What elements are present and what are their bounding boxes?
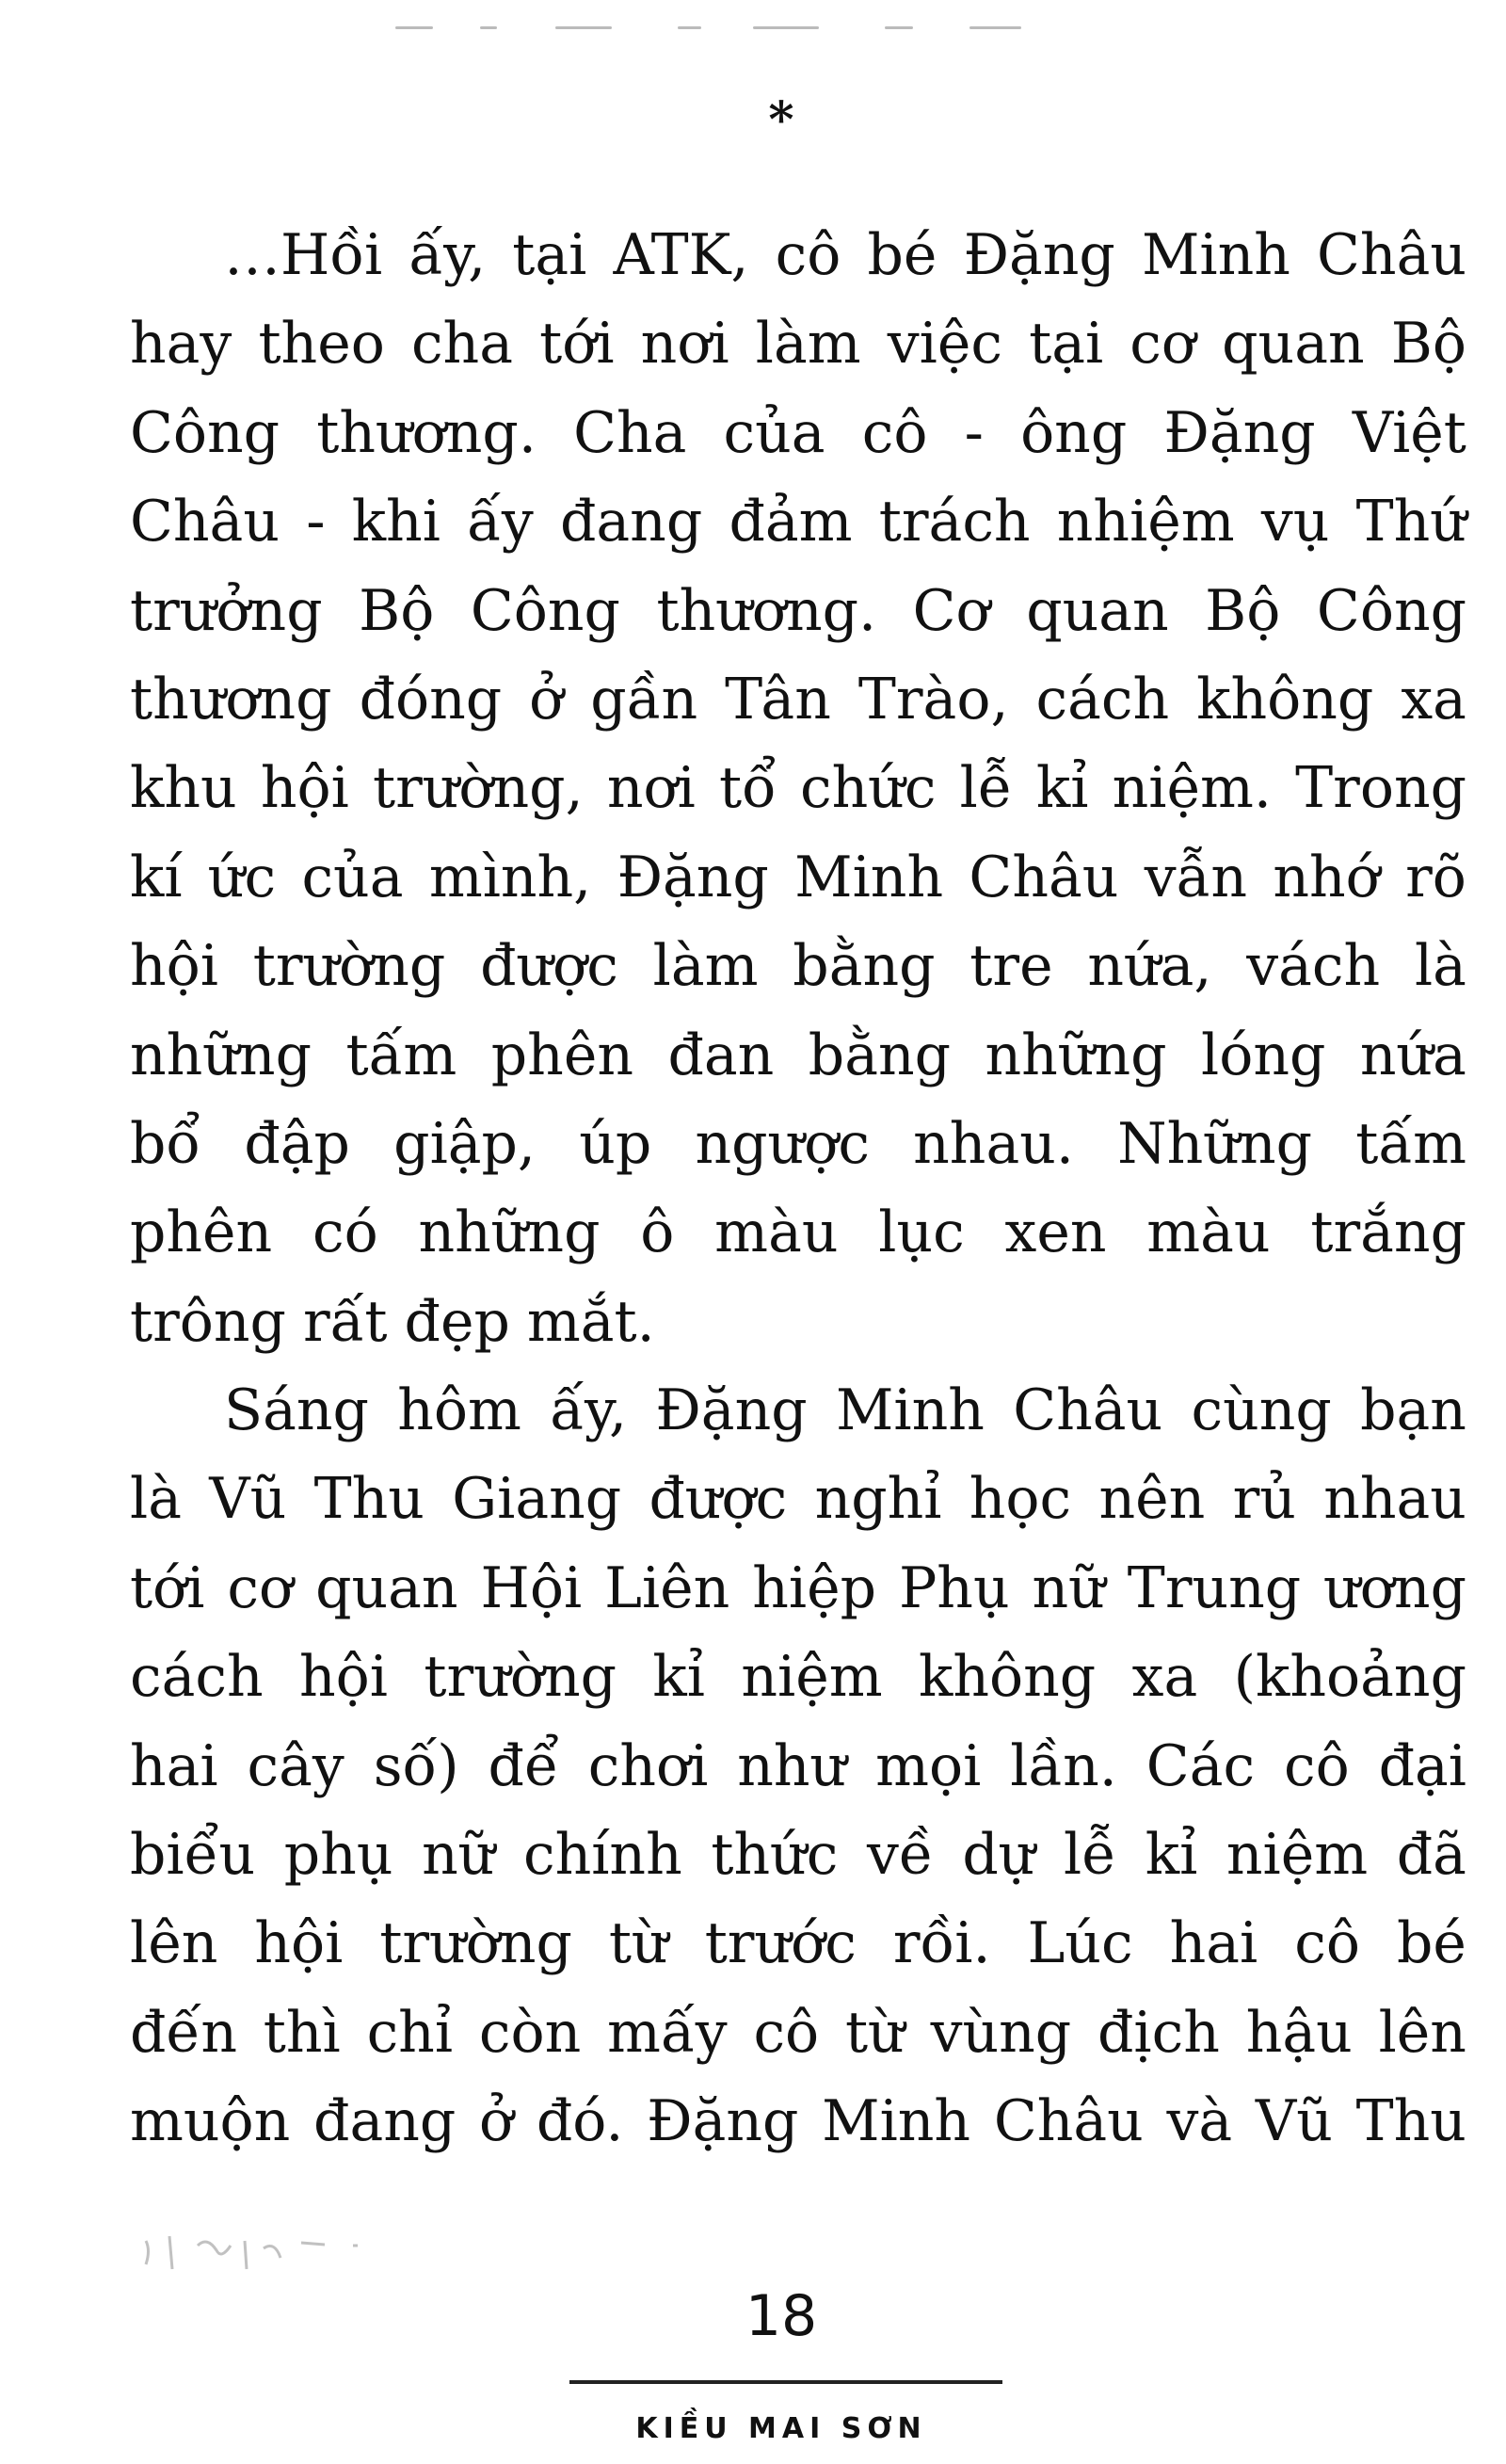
word: thương [130,666,332,733]
word: Những [1117,1110,1312,1177]
word: cùng [1191,1377,1332,1444]
word: Lúc [1027,1910,1133,1977]
word: những [130,1022,312,1088]
word: nhớ [1273,844,1380,910]
word: thức [711,1822,839,1889]
word: hậu [1245,1999,1353,2066]
footer-divider [569,2380,1002,2384]
word: đảm [729,489,853,556]
word: phên [130,1200,273,1266]
word: hiệp [752,1554,876,1621]
word: không [1196,666,1374,733]
word: về [866,1822,934,1889]
word: Đặng [647,2088,799,2155]
paragraph-1-line [130,922,1466,1010]
word: đã [1396,1822,1466,1889]
word: Tân [725,666,831,733]
paragraph-1-line [130,1100,1466,1188]
word: những [985,1022,1167,1088]
word: Trong [1295,755,1466,822]
word: tre [969,933,1053,1000]
word: rõ [1405,844,1466,910]
word: mấy [607,1999,728,2066]
word: nữ [1032,1554,1105,1621]
paragraph-2-line [130,1899,1466,1988]
word: vụ [1260,489,1330,556]
word: Bộ [359,577,435,644]
word: như [737,1732,847,1799]
word: Châu [1317,222,1466,288]
word: Bộ [1390,311,1466,378]
word: lễ [1064,1822,1117,1889]
word: từ [845,1999,905,2066]
word: ấy, [550,1377,628,1444]
word: là [130,1466,182,1533]
word: nhau [1323,1466,1466,1533]
word: hội [299,1644,388,1711]
word: rất [302,1288,388,1355]
word: mọi [875,1732,982,1799]
word: Việt [1352,399,1466,466]
word: ương [1323,1554,1466,1621]
word: lục [878,1200,965,1266]
word: từ [608,1910,668,1977]
word: trưởng [130,577,323,644]
word: đan [667,1022,775,1088]
scan-artifact-bottom [141,2222,518,2279]
word: hai [1169,1910,1258,1977]
word: Đặng [1163,399,1316,466]
word: không [919,1644,1097,1711]
word: trường [424,1644,617,1711]
word: niệm [1226,1822,1369,1889]
word: Minh [835,1377,985,1444]
word: niệm [741,1644,883,1711]
word: việc [887,311,1002,378]
word: Trào, [857,666,1009,733]
word: Hội [480,1554,583,1621]
word: trường [379,1910,572,1977]
word: vách [1246,933,1381,1000]
word: đang [560,489,703,556]
word: Minh [822,2088,971,2155]
word: được [649,1466,788,1533]
word: được [480,933,618,1000]
word: nên [1098,1466,1206,1533]
word: …Hồi [224,222,383,288]
word: kỉ [652,1644,705,1711]
word: Đặng [963,222,1115,288]
word: (khoảng [1233,1644,1466,1711]
paragraph-1-line [130,1188,1466,1277]
paragraph-1-line [130,655,1466,744]
word: màu [714,1200,839,1266]
word: Các [1146,1732,1256,1799]
word: vùng [930,1999,1072,2066]
word: dự [962,1822,1035,1889]
word: cách [1035,666,1170,733]
word: Sáng [224,1377,369,1444]
word: lần. [1010,1732,1117,1799]
word: - [306,489,326,556]
word: quan [315,1554,458,1621]
word: Bộ [1205,577,1281,644]
word: của [723,399,825,466]
word: trước [704,1910,857,1977]
paragraph-1-line [130,211,1466,299]
word: úp [579,1110,652,1177]
word: hai [130,1732,218,1799]
word: bằng [808,1022,952,1088]
word: xa [1131,1644,1198,1711]
word: số) [373,1732,459,1799]
word: học [969,1466,1072,1533]
word: trắng [1310,1200,1466,1266]
word: thương. [656,577,877,644]
word: đẹp [404,1288,510,1355]
word: cô [861,399,928,466]
paragraph-1-line [130,567,1466,655]
word: Liên [604,1554,730,1621]
paragraph-1-line [130,299,1466,388]
word: cô [753,1999,820,2066]
word: tấm [1355,1110,1466,1177]
word: rủ [1232,1466,1296,1533]
word: nơi [640,311,729,378]
word: tại [512,222,587,288]
word: bổ [130,1110,201,1177]
word: đó. [536,2088,624,2155]
word: cơ [1130,311,1196,378]
word: Châu [993,2088,1144,2155]
word: xen [1004,1200,1107,1266]
word: bạn [1360,1377,1466,1444]
word: nhau. [913,1110,1074,1177]
word: cây [247,1732,344,1799]
paragraph-2-line [130,2077,1466,2166]
word: - [964,399,984,466]
word: thương. [316,399,537,466]
word: Minh [794,844,944,910]
word: bé [867,222,937,288]
word: kỉ [1035,755,1089,822]
word: cô [775,222,841,288]
word: bằng [793,933,936,1000]
word: niệm. [1112,755,1272,822]
word: cách [130,1644,264,1711]
word: Công [130,399,280,466]
word: màu [1146,1200,1271,1266]
word: và [1166,2088,1233,2155]
word: ô [640,1200,675,1266]
word: nghỉ [814,1466,942,1533]
paragraph-2-line [130,1989,1466,2077]
paragraph-2-line [130,1544,1466,1633]
word: nứa, [1087,933,1212,1000]
word: ở [529,666,564,733]
word: giập, [393,1110,537,1177]
word: ức [207,844,277,910]
word: nữ [422,1822,495,1889]
scan-artifact-top [395,26,1073,36]
word: đập [244,1110,350,1177]
word: Cơ [912,577,990,644]
word: trường [252,933,446,1000]
word: những [418,1200,601,1266]
word: là [1414,933,1466,1000]
word: khu [130,755,237,822]
paragraph-1-line [130,389,1466,477]
word: Thu [313,1466,425,1533]
word: của [301,844,404,910]
word: có [312,1200,378,1266]
body-text [130,211,1466,2166]
word: đến [130,1999,237,2066]
word: ông [1020,399,1128,466]
word: đóng [359,666,503,733]
word: Minh [1141,222,1290,288]
word: chơi [587,1732,709,1799]
word: tại [1029,311,1104,378]
paragraph-2-line [130,1811,1466,1899]
word: kỉ [1145,1822,1198,1889]
word: hay [130,311,232,378]
word: phên [490,1022,633,1088]
word: cô [1283,1732,1350,1799]
word: Châu [1013,1377,1163,1444]
word: địch [1097,1999,1220,2066]
word: đại [1378,1732,1466,1799]
word: Trung [1127,1554,1302,1621]
word: cơ [227,1554,294,1621]
word: còn [478,1999,582,2066]
word: khi [351,489,441,556]
word: quan [1222,311,1365,378]
word: làm [755,311,861,378]
word: lên [1378,1999,1466,2066]
author-name: KIỀU MAI SƠN [635,2412,927,2445]
word: trách [878,489,1031,556]
paragraph-1-line [130,1011,1466,1100]
word: tới [539,311,615,378]
word: vẫn [1144,844,1248,910]
word: hội [260,755,349,822]
paragraph-1-line [130,1278,1466,1366]
word: phụ [283,1822,393,1889]
word: Châu [130,489,280,556]
word: tới [130,1554,205,1621]
word: nhiệm [1056,489,1235,556]
word: Vũ [209,1466,287,1533]
word: thì [263,1999,341,2066]
page-number: 18 [745,2283,818,2349]
word: làm [652,933,759,1000]
word: kí [130,844,183,910]
word: Đặng [655,1377,808,1444]
word: biểu [130,1822,256,1889]
paragraph-2-line [130,1633,1466,1721]
word: Công [1316,577,1466,644]
word: ở [479,2088,514,2155]
word: lên [130,1910,218,1977]
word: quan [1026,577,1169,644]
paragraph-1-line [130,833,1466,922]
word: Cha [573,399,687,466]
paragraph-2-line [130,1455,1466,1543]
word: tổ [718,755,777,822]
word: hội [254,1910,344,1977]
word: Phụ [898,1554,1010,1621]
word: cô [1294,1910,1360,1977]
word: ấy [467,489,534,556]
word: Công [470,577,620,644]
word: nơi [606,755,696,822]
word: mắt. [526,1288,655,1355]
word: rồi. [892,1910,991,1977]
word: chỉ [366,1999,454,2066]
word: bé [1396,1910,1466,1977]
paragraph-1-line [130,744,1466,832]
word: lóng [1201,1022,1326,1088]
word: Thứ [1355,489,1466,556]
word: muộn [130,2088,291,2155]
word: để [488,1732,559,1799]
word: mình, [428,844,592,910]
word: cha [410,311,513,378]
word: lễ [959,755,1013,822]
word: nứa [1359,1022,1466,1088]
word: Giang [452,1466,622,1533]
word: chính [522,1822,682,1889]
word: ngược [695,1110,870,1177]
word: trông [130,1288,286,1355]
word: Vũ [1255,2088,1333,2155]
section-mark: * [768,91,794,149]
paragraph-1-line [130,477,1466,566]
word: gần [590,666,698,733]
paragraph-2-line [130,1366,1466,1455]
word: chức [799,755,937,822]
word: trường, [372,755,584,822]
word: ấy, [409,222,487,288]
word: ATK, [613,222,749,288]
paragraph-2-line [130,1722,1466,1811]
word: Châu [969,844,1119,910]
word: hôm [397,1377,521,1444]
word: hội [130,933,218,1000]
word: theo [258,311,385,378]
word: Đặng [617,844,769,910]
word: xa [1401,666,1466,733]
word: tấm [345,1022,457,1088]
word: Thu [1355,2088,1466,2155]
word: đang [313,2088,457,2155]
